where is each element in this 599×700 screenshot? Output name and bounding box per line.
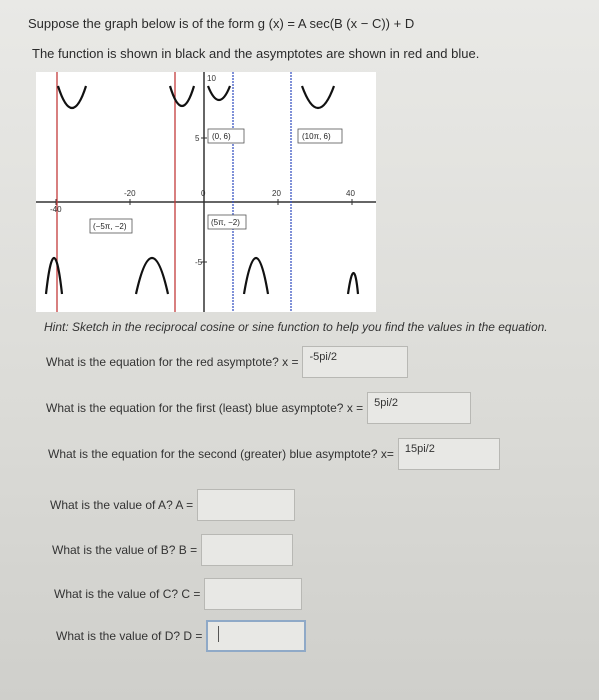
b-value-input[interactable] <box>201 534 293 566</box>
question-second-blue-asymptote <box>48 438 500 470</box>
question-label: What is the value of C? C = <box>54 587 201 601</box>
question-b <box>52 534 293 566</box>
question-d <box>56 620 306 652</box>
question-label: What is the equation for the first (least) blue asymptote? x = <box>46 401 364 415</box>
red-asymptote-input[interactable]: -5pi/2 <box>302 346 408 378</box>
d-value-input[interactable] <box>206 620 306 652</box>
y-tick-label: -5 <box>195 258 203 267</box>
point-label: (−5π, −2) <box>93 222 127 231</box>
question-label: What is the value of D? D = <box>56 629 203 643</box>
point-label: (10π, 6) <box>302 132 331 141</box>
question-title: Suppose the graph below is of the form g (x) = A sec(B (x − C)) + D <box>28 16 415 31</box>
point-label: (0, 6) <box>212 132 231 141</box>
graph-background <box>36 72 376 312</box>
question-c <box>54 578 302 610</box>
question-first-blue-asymptote <box>46 392 471 424</box>
c-value-input[interactable] <box>204 578 302 610</box>
question-subtitle: The function is shown in black and the asymptotes are shown in red and blue. <box>32 46 480 61</box>
second-blue-asymptote-input[interactable]: 15pi/2 <box>398 438 500 470</box>
hint-text: Hint: Sketch in the reciprocal cosine or sine function to help you find the values in the equation. <box>44 320 548 334</box>
question-label: What is the value of A? A = <box>50 498 194 512</box>
point-label: (5π, −2) <box>211 218 240 227</box>
y-tick-label: 5 <box>195 134 200 143</box>
x-tick-label: -40 <box>50 205 62 214</box>
first-blue-asymptote-input[interactable]: 5pi/2 <box>367 392 471 424</box>
y-tick-label: 10 <box>207 74 216 83</box>
question-label: What is the value of B? B = <box>52 543 198 557</box>
text-caret <box>218 626 219 642</box>
x-tick-label: 40 <box>346 189 355 198</box>
x-tick-label: 0 <box>201 189 206 198</box>
question-label: What is the equation for the red asymptote? x = <box>46 355 299 369</box>
x-tick-label: 20 <box>272 189 281 198</box>
x-tick-label: -20 <box>124 189 136 198</box>
question-red-asymptote <box>46 346 408 378</box>
question-a <box>50 489 295 521</box>
function-graph <box>36 72 376 312</box>
a-value-input[interactable] <box>197 489 295 521</box>
question-label: What is the equation for the second (greater) blue asymptote? x= <box>48 447 394 461</box>
